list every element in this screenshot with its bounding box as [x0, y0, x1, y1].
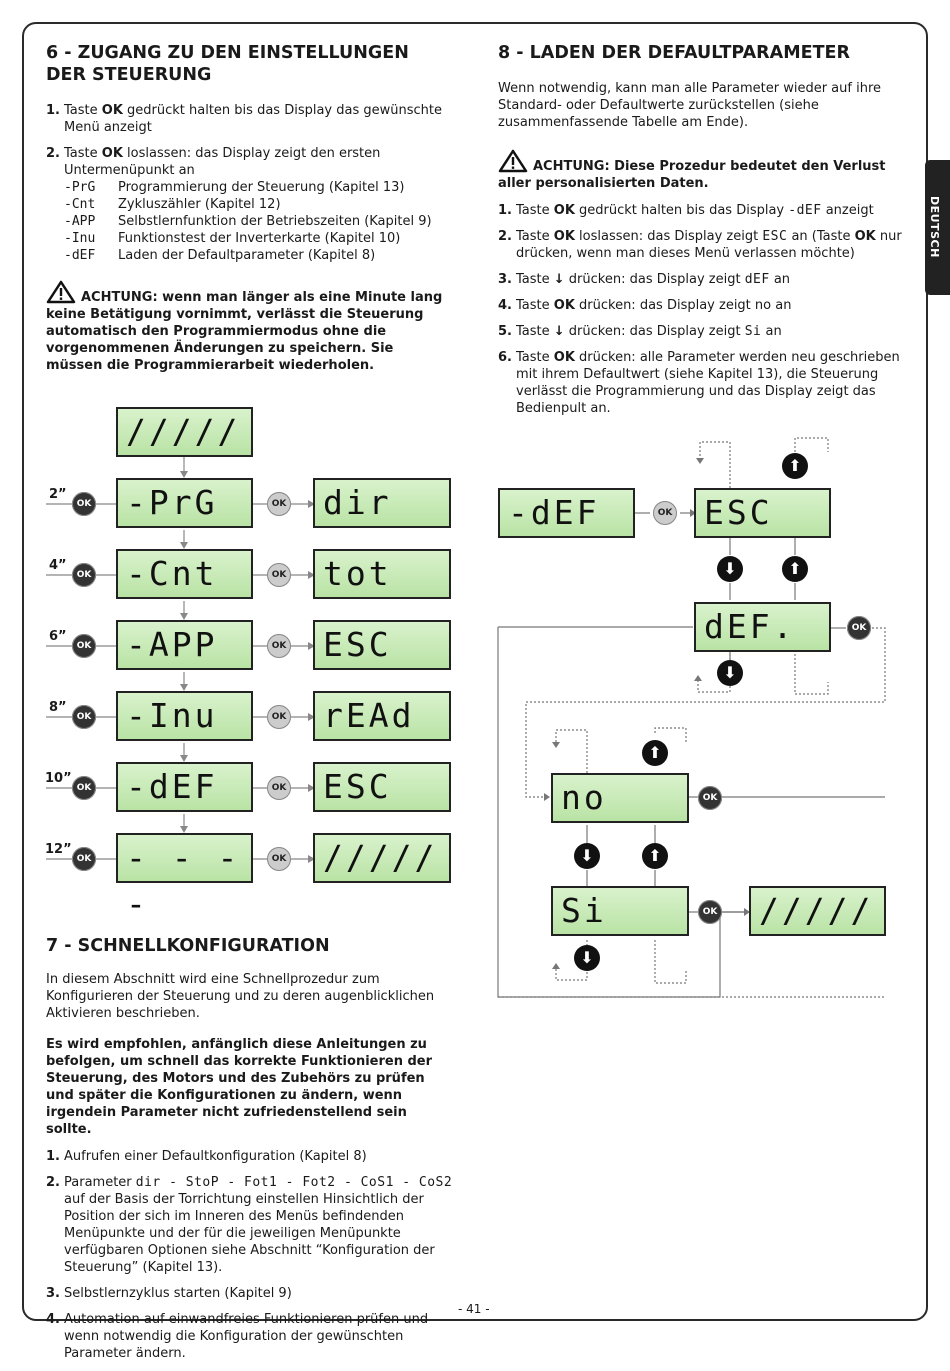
step-number: 4. — [498, 298, 512, 313]
step-key: OK — [553, 350, 575, 365]
down-arrow-icon: ⬇ — [574, 945, 600, 971]
step-text: anzeigt — [821, 203, 874, 218]
step-item — [46, 1148, 454, 1165]
time-label: 2” — [49, 487, 67, 502]
ok-button-icon: OK — [72, 492, 96, 516]
section-7-intro: In diesem Abschnitt wird eine Schnellprozedur zum Konfigurieren der Steuerung und zu deren augenblicklichen Aktivieren beschrieben. — [46, 972, 435, 1021]
warning-text: ACHTUNG: Diese Prozedur bedeutet den Verlust aller personalisierten Daten. — [498, 159, 886, 191]
step-text: drücken: alle Parameter werden neu geschrieben mit ihrem Defaultwert (siehe Kapitel 13), die Steuerung verlässt die Programmierung und das Display zeigt das Bedienpult an. — [516, 350, 900, 416]
step-text: an — [769, 272, 791, 287]
display-code: -dEF — [788, 203, 822, 218]
display-esc: ESC — [694, 488, 831, 538]
up-arrow-icon: ⬆ — [782, 556, 808, 582]
ok-button-icon: OK — [72, 563, 96, 587]
step-text: Taste — [516, 324, 554, 339]
ok-button-icon: OK — [267, 492, 291, 516]
display-submenu: dir — [313, 478, 451, 528]
step-item — [46, 1285, 454, 1302]
down-arrow-icon: ⬇ — [574, 843, 600, 869]
ok-button-icon: OK — [653, 501, 677, 525]
step-text: an (Taste — [787, 229, 855, 244]
section-8-title: 8 - LADEN DER DEFAULTPARAMETER — [498, 43, 850, 63]
display-menu: -APP — [116, 620, 253, 670]
step-text: Taste — [516, 203, 554, 218]
display-submenu: tot — [313, 549, 451, 599]
step-item — [46, 1311, 454, 1362]
menu-code: -APP — [64, 214, 96, 229]
menu-code: -Inu — [64, 231, 96, 246]
display-submenu: rEAd — [313, 691, 451, 741]
step-text: loslassen: das Display zeigt — [574, 229, 763, 244]
step-number: 5. — [498, 324, 512, 339]
ok-button-icon: OK — [267, 776, 291, 800]
display-idle: ///// — [116, 407, 253, 457]
display-menu: -Inu — [116, 691, 253, 741]
step-key: OK — [854, 229, 876, 244]
step-text: gedrückt halten bis das Display das gewünschte Menü anzeigt — [64, 103, 442, 135]
display-menu: -dEF — [116, 762, 253, 812]
step-text: Parameter — [64, 1175, 136, 1190]
ok-button-icon: OK — [72, 776, 96, 800]
up-arrow-icon: ⬆ — [642, 843, 668, 869]
step-text: Aufrufen einer Defaultkonfiguration (Kapitel 8) — [64, 1149, 367, 1164]
step-number: 2. — [46, 146, 60, 161]
display-menu: - - - - — [116, 833, 253, 883]
down-arrow-icon: ⬇ — [717, 660, 743, 686]
ok-button-icon: OK — [72, 847, 96, 871]
ok-button-icon: OK — [698, 900, 722, 924]
step-text: Taste — [516, 272, 554, 287]
display-code: Si — [744, 324, 762, 339]
section-7-recommendation: Es wird empfohlen, anfänglich diese Anleitungen zu befolgen, um schnell das korrekte Funktionieren der Steuerung, des Motors und des Zubehörs zu prüfen und später die Konfigurationen zu ändern, wenn irgendein Parameter nicht zufriedenstellend sein sollte. — [46, 1037, 433, 1137]
display-code: ESC — [762, 229, 788, 244]
time-label: 8” — [49, 700, 67, 715]
step-text: Taste — [64, 103, 102, 118]
section-7 — [46, 935, 454, 1371]
up-arrow-icon: ⬆ — [782, 453, 808, 479]
display-code: dEF — [744, 272, 770, 287]
time-label: 10” — [45, 771, 72, 786]
display-submenu: ESC — [313, 620, 451, 670]
section-8 — [498, 42, 906, 426]
step-text: nur drücken, wenn man dieses Menü verlassen möchte) — [516, 229, 902, 261]
menu-desc: Selbstlernfunktion der Betriebszeiten (Kapitel 9) — [118, 214, 432, 229]
warning-box — [498, 149, 906, 192]
time-label: 6” — [49, 629, 67, 644]
time-label: 4” — [49, 558, 67, 573]
menu-desc: Zykluszähler (Kapitel 12) — [118, 197, 281, 212]
ok-button-icon: OK — [72, 634, 96, 658]
step-text: Automation auf einwandfreies Funktionieren prüfen und wenn notwendig die Konfiguration der gewünschten Parameter ändern. — [64, 1312, 429, 1361]
up-arrow-icon: ⬆ — [642, 740, 668, 766]
step-item — [498, 297, 906, 314]
menu-code: -dEF — [64, 248, 96, 263]
step-number: 4. — [46, 1312, 60, 1327]
down-arrow-icon: ↓ — [553, 324, 565, 339]
step-key: OK — [553, 298, 575, 313]
step-text: Taste — [516, 350, 554, 365]
step-key: OK — [553, 203, 575, 218]
step-key: OK — [101, 103, 123, 118]
ok-button-icon: OK — [267, 563, 291, 587]
step-text: auf der Basis der Torrichtung einstellen Hinsichtlich der Position der sich im Inneren des Menüs befindenden Menüpunkte und der für die jeweiligen Menüpunkte verfügbaren Optionen siehe Abschnitt “Konfiguration der Steuerung” (Kapitel 13). — [64, 1192, 435, 1275]
menu-code: -Cnt — [64, 197, 96, 212]
display-idle: ///// — [749, 886, 886, 936]
step-number: 2. — [46, 1175, 60, 1190]
display-submenu: ///// — [313, 833, 451, 883]
parameter-codes: dir - StoP - Fot1 - Fot2 - CoS1 - CoS2 — [135, 1175, 453, 1190]
section-7-steps — [46, 1148, 454, 1362]
step-item — [498, 271, 906, 288]
warning-text: ACHTUNG: wenn man länger als eine Minute lang keine Betätigung vornimmt, verlässt die Steuerung automatisch den Programmiermodus ohne die vorgenommenen Änderungen zu speichern. Sie müssen die Programmierarbeit wiederholen. — [46, 290, 443, 373]
display-menu: -PrG — [116, 478, 253, 528]
section-6-title: 6 - ZUGANG ZU DEN EINSTELLUNGEN DER STEUERUNG — [46, 43, 409, 85]
step-number: 3. — [498, 272, 512, 287]
step-item — [498, 202, 906, 219]
menu-desc: Funktionstest der Inverterkarte (Kapitel 10) — [118, 231, 401, 246]
down-arrow-icon: ↓ — [553, 272, 565, 287]
step-number: 6. — [498, 350, 512, 365]
menu-desc: Laden der Defaultparameter (Kapitel 8) — [118, 248, 376, 263]
step-text: drücken: das Display zeigt — [564, 324, 745, 339]
step-number: 2. — [498, 229, 512, 244]
step-number: 1. — [46, 1149, 60, 1164]
display-si: Si — [551, 886, 689, 936]
ok-button-icon: OK — [698, 786, 722, 810]
step-item — [498, 228, 906, 262]
step-text: Taste — [64, 146, 102, 161]
step-text: loslassen: das Display zeigt den ersten Untermenüpunkt an — [64, 146, 381, 178]
time-label: 12” — [45, 842, 72, 857]
display-no: no — [551, 773, 689, 823]
ok-button-icon: OK — [267, 634, 291, 658]
menu-code: -PrG — [64, 180, 96, 195]
step-item — [46, 1174, 454, 1276]
step-number: 1. — [498, 203, 512, 218]
section-7-title: 7 - SCHNELLKONFIGURATION — [46, 936, 330, 956]
display-def-confirm: dEF. — [694, 602, 831, 652]
warning-icon — [498, 149, 528, 173]
step-text: gedrückt halten bis das Display — [574, 203, 789, 218]
step-text: Taste — [516, 298, 554, 313]
step-text: drücken: das Display zeigt — [564, 272, 745, 287]
down-arrow-icon: ⬇ — [717, 556, 743, 582]
step-text: Selbstlernzyklus starten (Kapitel 9) — [64, 1286, 292, 1301]
ok-button-icon: OK — [847, 616, 871, 640]
menu-desc: Programmierung der Steuerung (Kapitel 13) — [118, 180, 405, 195]
section-8-intro: Wenn notwendig, kann man alle Parameter wieder auf ihre Standard- oder Defaultwerte zurückstellen (siehe zusammenfassende Tabelle am Ende). — [498, 81, 881, 130]
step-text: drücken: das Display zeigt no an — [574, 298, 792, 313]
step-key: OK — [553, 229, 575, 244]
section-8-steps — [498, 202, 906, 417]
step-item — [498, 323, 906, 340]
step-item — [498, 349, 906, 417]
step-key: OK — [101, 146, 123, 161]
step-text: an — [761, 324, 782, 339]
step-number: 1. — [46, 103, 60, 118]
ok-button-icon: OK — [267, 847, 291, 871]
display-def: -dEF — [498, 488, 635, 538]
step-number: 3. — [46, 1286, 60, 1301]
display-menu: -Cnt — [116, 549, 253, 599]
ok-button-icon: OK — [267, 705, 291, 729]
language-label: DEUTSCH — [928, 196, 941, 258]
display-submenu: ESC — [313, 762, 451, 812]
page-number: - 41 - — [458, 1302, 490, 1316]
step-text: Taste — [516, 229, 554, 244]
ok-button-icon: OK — [72, 705, 96, 729]
